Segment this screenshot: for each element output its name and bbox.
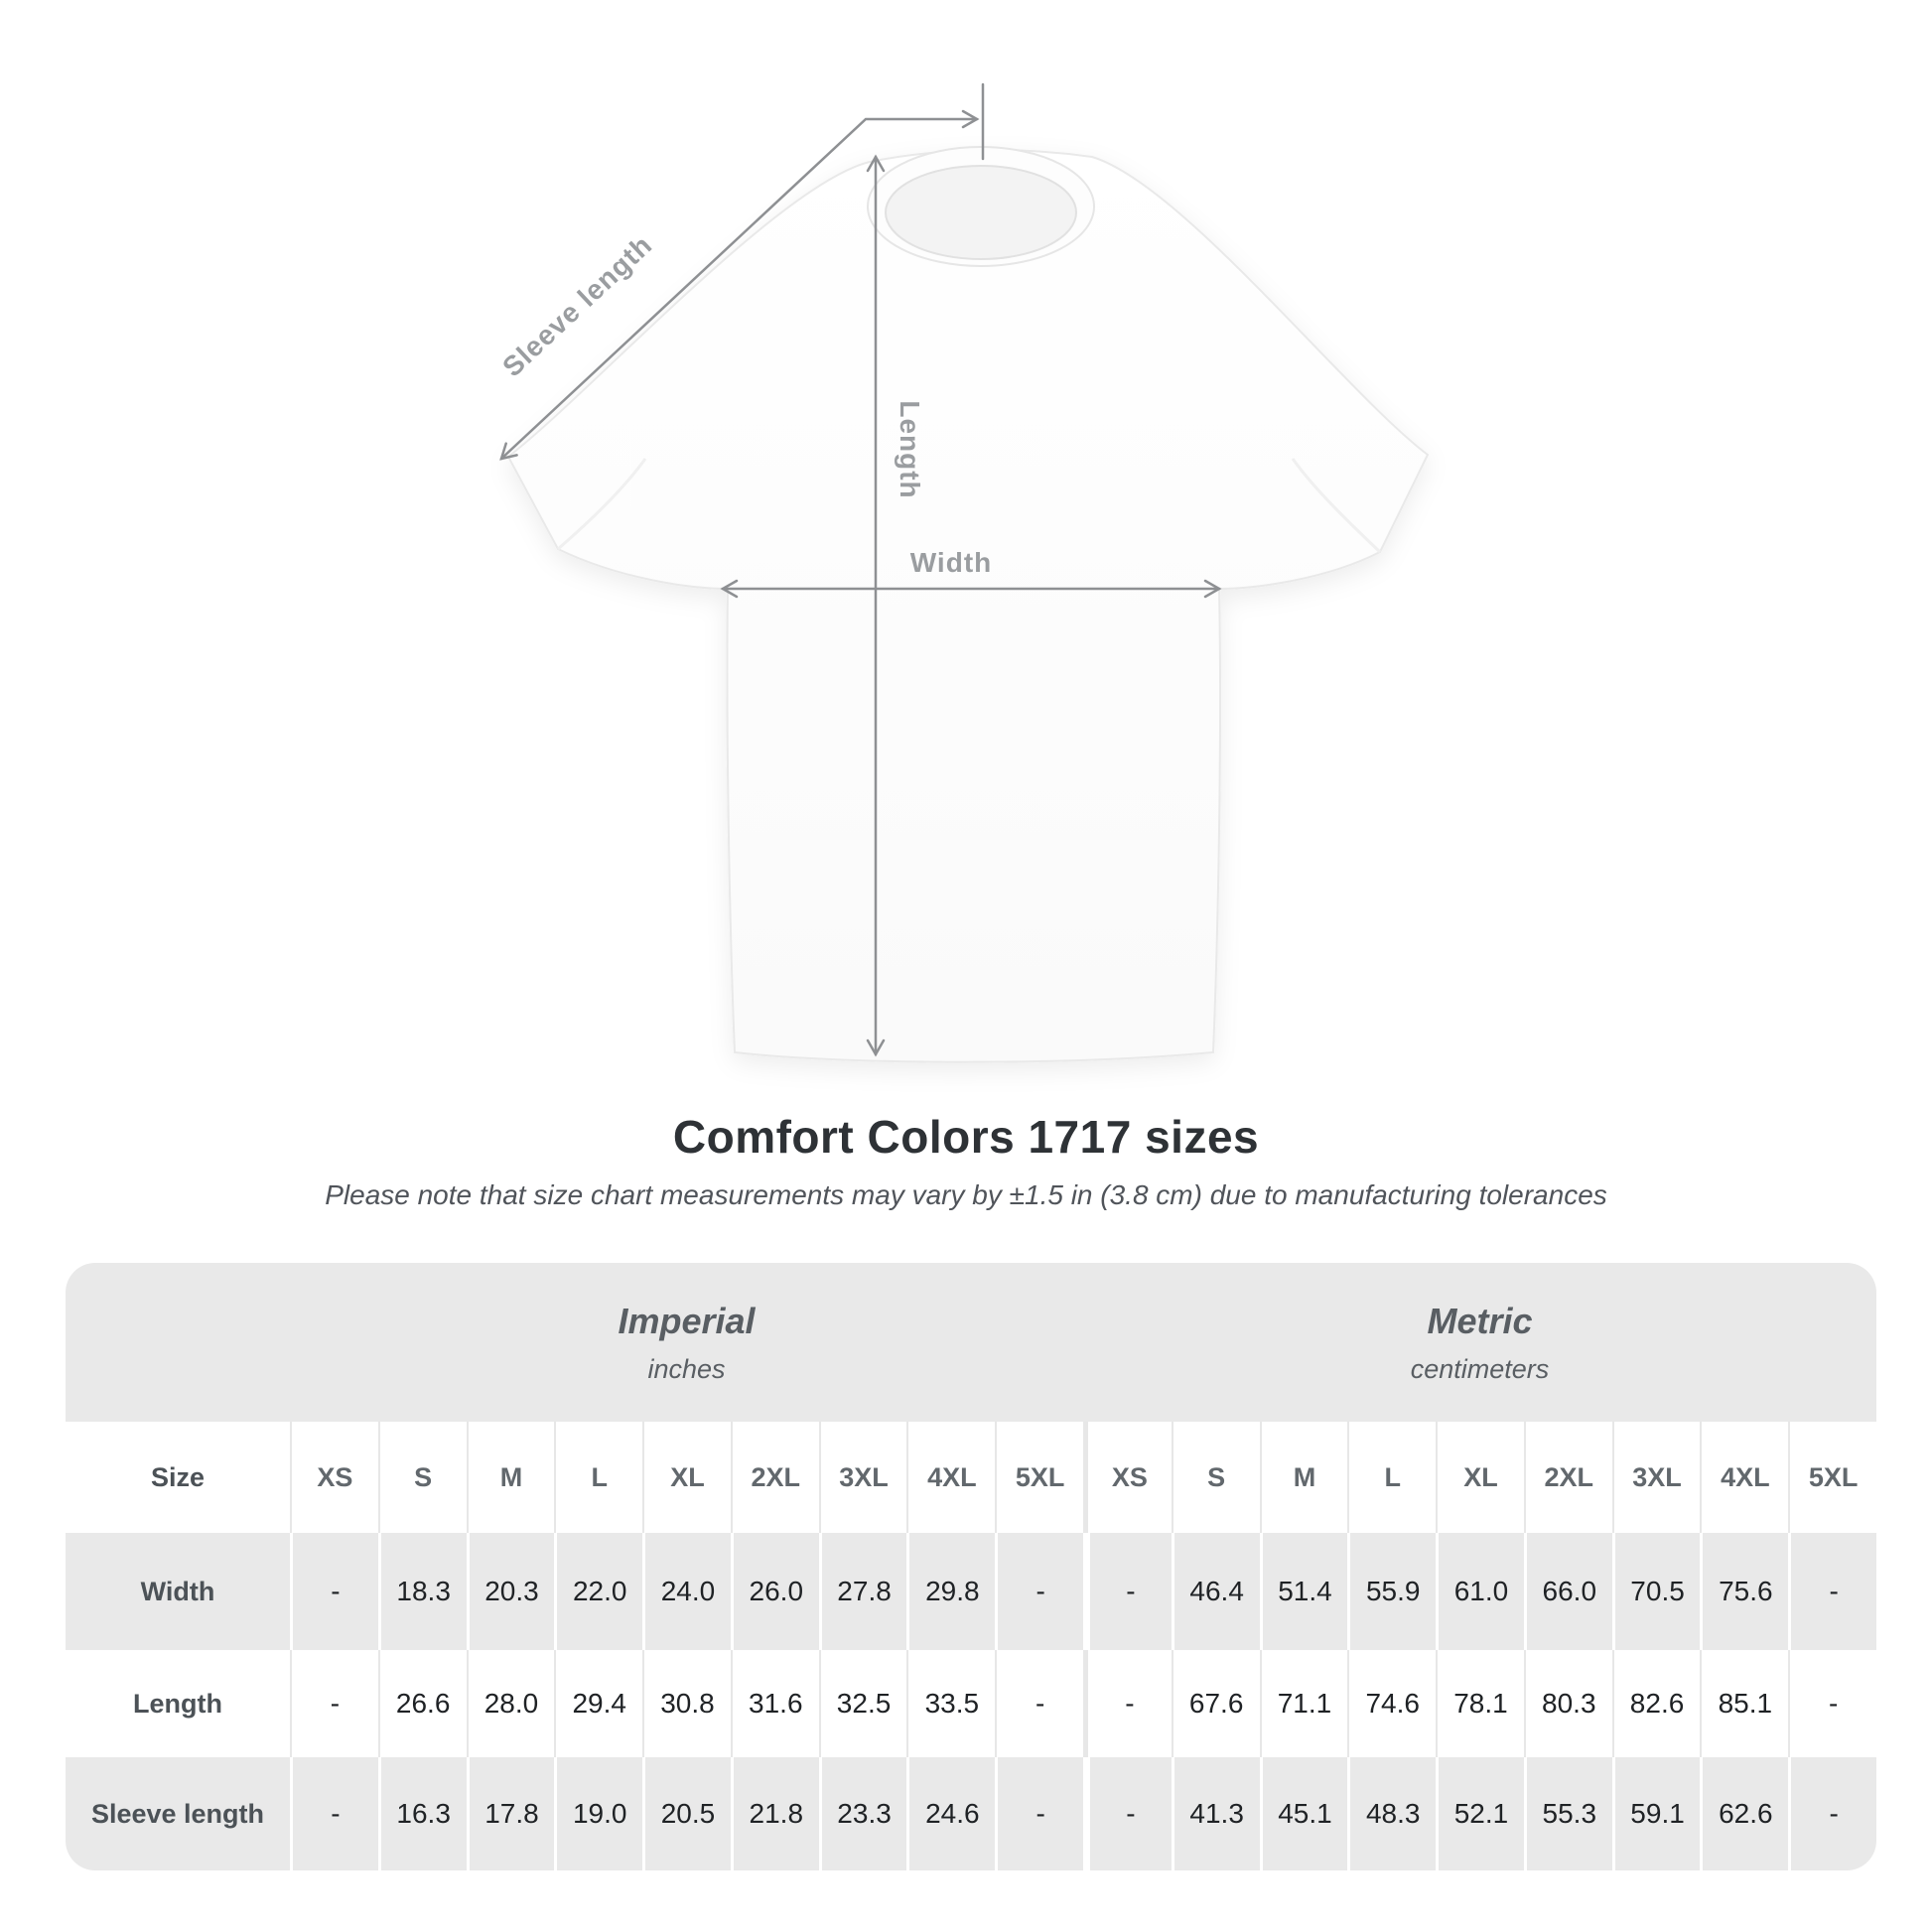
table-cell: 26.0 xyxy=(731,1533,819,1650)
metric-unit-label: centimeters xyxy=(1410,1353,1550,1384)
length-row-header: Length xyxy=(66,1650,290,1757)
table-cell: - xyxy=(1083,1650,1172,1757)
table-cell: 71.1 xyxy=(1260,1650,1348,1757)
table-cell: 62.6 xyxy=(1700,1757,1788,1870)
table-cell: 46.4 xyxy=(1172,1533,1260,1650)
size-column-header: XL xyxy=(1436,1422,1524,1533)
width-row-header: Width xyxy=(66,1533,290,1650)
table-cell: 24.0 xyxy=(642,1533,731,1650)
table-cell: - xyxy=(995,1650,1083,1757)
table-cell: 33.5 xyxy=(906,1650,995,1757)
table-cell: 26.6 xyxy=(378,1650,467,1757)
table-cell: 24.6 xyxy=(906,1757,995,1870)
table-cell: 67.6 xyxy=(1172,1650,1260,1757)
sleeve-length-row-header: Sleeve length xyxy=(66,1757,290,1870)
table-cell: 59.1 xyxy=(1612,1757,1701,1870)
size-column-header: 5XL xyxy=(995,1422,1083,1533)
table-cell: 28.0 xyxy=(467,1650,555,1757)
size-column-header: 5XL xyxy=(1788,1422,1876,1533)
table-cell: 18.3 xyxy=(378,1533,467,1650)
table-cell: 74.6 xyxy=(1347,1650,1436,1757)
table-cell: - xyxy=(995,1757,1083,1870)
table-cell: 45.1 xyxy=(1260,1757,1348,1870)
table-cell: 32.5 xyxy=(819,1650,907,1757)
size-column-header: L xyxy=(554,1422,642,1533)
table-cell: 66.0 xyxy=(1524,1533,1612,1650)
table-cell: - xyxy=(1788,1757,1876,1870)
table-cell: 51.4 xyxy=(1260,1533,1348,1650)
table-cell: - xyxy=(995,1533,1083,1650)
size-chart-table xyxy=(66,1263,1876,1870)
table-cell: 20.3 xyxy=(467,1533,555,1650)
tshirt-illustration xyxy=(508,147,1428,1062)
size-row-header: Size xyxy=(66,1422,290,1533)
collar-opening xyxy=(886,166,1076,259)
size-column-header: 3XL xyxy=(819,1422,907,1533)
size-column-header: S xyxy=(378,1422,467,1533)
table-cell: 23.3 xyxy=(819,1757,907,1870)
table-cell: - xyxy=(1083,1533,1172,1650)
table-cell: 80.3 xyxy=(1524,1650,1612,1757)
size-column-header: M xyxy=(467,1422,555,1533)
page-title: Comfort Colors 1717 sizes xyxy=(672,1111,1260,1163)
table-cell: - xyxy=(290,1533,378,1650)
table-cell: 16.3 xyxy=(378,1757,467,1870)
table-cell: 70.5 xyxy=(1612,1533,1701,1650)
sleeve-length-label: Sleeve length xyxy=(496,228,658,383)
table-cell: 52.1 xyxy=(1436,1757,1524,1870)
table-cell: 22.0 xyxy=(554,1533,642,1650)
size-column-header: 4XL xyxy=(906,1422,995,1533)
table-cell: 55.3 xyxy=(1524,1757,1612,1870)
size-column-header: L xyxy=(1347,1422,1436,1533)
table-cell: 20.5 xyxy=(642,1757,731,1870)
size-column-header: S xyxy=(1172,1422,1260,1533)
table-cell: - xyxy=(1083,1757,1172,1870)
table-cell: 29.4 xyxy=(554,1650,642,1757)
size-column-header: 3XL xyxy=(1612,1422,1701,1533)
table-cell: 29.8 xyxy=(906,1533,995,1650)
table-cell: 61.0 xyxy=(1436,1533,1524,1650)
table-cell: - xyxy=(290,1650,378,1757)
unit-group-imperial xyxy=(290,1263,1083,1422)
table-cell: 55.9 xyxy=(1347,1533,1436,1650)
table-cell: 17.8 xyxy=(467,1757,555,1870)
width-label: Width xyxy=(909,547,993,578)
page-subtitle: Please note that size chart measurements may vary by ±1.5 in (3.8 cm) due to manufacturing tolerances xyxy=(325,1179,1607,1210)
imperial-unit-label: inches xyxy=(647,1353,726,1384)
band-spacer xyxy=(66,1263,290,1422)
table-cell: 82.6 xyxy=(1612,1650,1701,1757)
size-column-header: 2XL xyxy=(731,1422,819,1533)
table-cell: 78.1 xyxy=(1436,1650,1524,1757)
table-cell: 75.6 xyxy=(1700,1533,1788,1650)
table-cell: 31.6 xyxy=(731,1650,819,1757)
table-cell: 21.8 xyxy=(731,1757,819,1870)
size-column-header: XS xyxy=(290,1422,378,1533)
table-cell: - xyxy=(290,1757,378,1870)
heading-block xyxy=(0,1110,1932,1211)
table-cell: 19.0 xyxy=(554,1757,642,1870)
size-column-header: M xyxy=(1260,1422,1348,1533)
table-cell: 27.8 xyxy=(819,1533,907,1650)
unit-group-metric xyxy=(1083,1263,1876,1422)
table-cell: - xyxy=(1788,1650,1876,1757)
size-column-header: XL xyxy=(642,1422,731,1533)
size-column-header: XS xyxy=(1083,1422,1172,1533)
table-cell: 41.3 xyxy=(1172,1757,1260,1870)
size-column-header: 4XL xyxy=(1700,1422,1788,1533)
table-cell: 30.8 xyxy=(642,1650,731,1757)
length-label: Length xyxy=(895,400,925,499)
table-cell: 48.3 xyxy=(1347,1757,1436,1870)
imperial-label: Imperial xyxy=(618,1300,756,1341)
table-cell: - xyxy=(1788,1533,1876,1650)
table-cell: 85.1 xyxy=(1700,1650,1788,1757)
metric-label: Metric xyxy=(1427,1300,1533,1341)
size-column-header: 2XL xyxy=(1524,1422,1612,1533)
